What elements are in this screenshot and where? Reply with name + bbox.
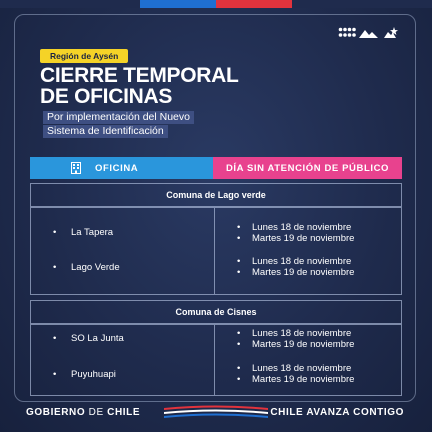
slogan: CHILE AVANZA CONTIGO: [270, 407, 404, 418]
office-dates: • Lunes 18 de noviembre • Martes 19 de noviembre: [237, 328, 355, 350]
office-name: Lago Verde: [71, 262, 120, 273]
flag-stripe: [0, 0, 432, 8]
list-item: • Lago Verde: [53, 262, 120, 273]
column-header-dia: [213, 157, 402, 179]
comuna-rows: [30, 207, 402, 295]
comuna-name: Comuna de Cisnes: [175, 307, 257, 317]
date-item: Martes 19 de noviembre: [252, 374, 355, 385]
region-badge: Región de Aysén: [40, 49, 128, 63]
date-item: Martes 19 de noviembre: [252, 233, 355, 244]
subtitle-line-2: Sistema de Identificación: [43, 125, 168, 138]
gov-brand-icon: [338, 26, 400, 40]
date-item: Lunes 18 de noviembre: [252, 256, 352, 267]
comuna-header: [30, 300, 402, 324]
date-item: Martes 19 de noviembre: [252, 339, 355, 350]
subtitle-line-1: Por implementación del Nuevo: [43, 111, 194, 124]
column-header-oficina-label: OFICINA: [95, 162, 139, 174]
subtitle: [43, 111, 194, 139]
title-line-2: DE OFICINAS: [40, 85, 173, 108]
date-item: Lunes 18 de noviembre: [252, 363, 352, 374]
office-name: SO La Junta: [71, 333, 124, 344]
column-header-oficina: [30, 157, 213, 179]
comuna-header: [30, 183, 402, 207]
list-item: • SO La Junta: [53, 333, 124, 344]
office-name: La Tapera: [71, 227, 114, 238]
comuna-rows: [30, 324, 402, 396]
gov-signature: GOBIERNO DE CHILE: [26, 407, 141, 418]
date-item: Lunes 18 de noviembre: [252, 222, 352, 233]
office-dates: • Lunes 18 de noviembre • Martes 19 de noviembre: [237, 363, 355, 385]
title-line-1: CIERRE TEMPORAL: [40, 64, 239, 87]
column-header-dia-label: DÍA SIN ATENCIÓN DE PÚBLICO: [225, 162, 390, 174]
flag-waves-icon: [160, 404, 272, 420]
office-dates: • Lunes 18 de noviembre • Martes 19 de noviembre: [237, 256, 355, 278]
page-title: [40, 65, 239, 107]
list-item: • Puyuhuapi: [53, 369, 116, 380]
building-icon: [71, 162, 81, 174]
comuna-name: Comuna de Lago verde: [166, 190, 266, 200]
date-item: Martes 19 de noviembre: [252, 267, 355, 278]
office-name: Puyuhuapi: [71, 369, 116, 380]
list-item: • La Tapera: [53, 227, 114, 238]
office-dates: • Lunes 18 de noviembre • Martes 19 de noviembre: [237, 222, 355, 244]
date-item: Lunes 18 de noviembre: [252, 328, 352, 339]
